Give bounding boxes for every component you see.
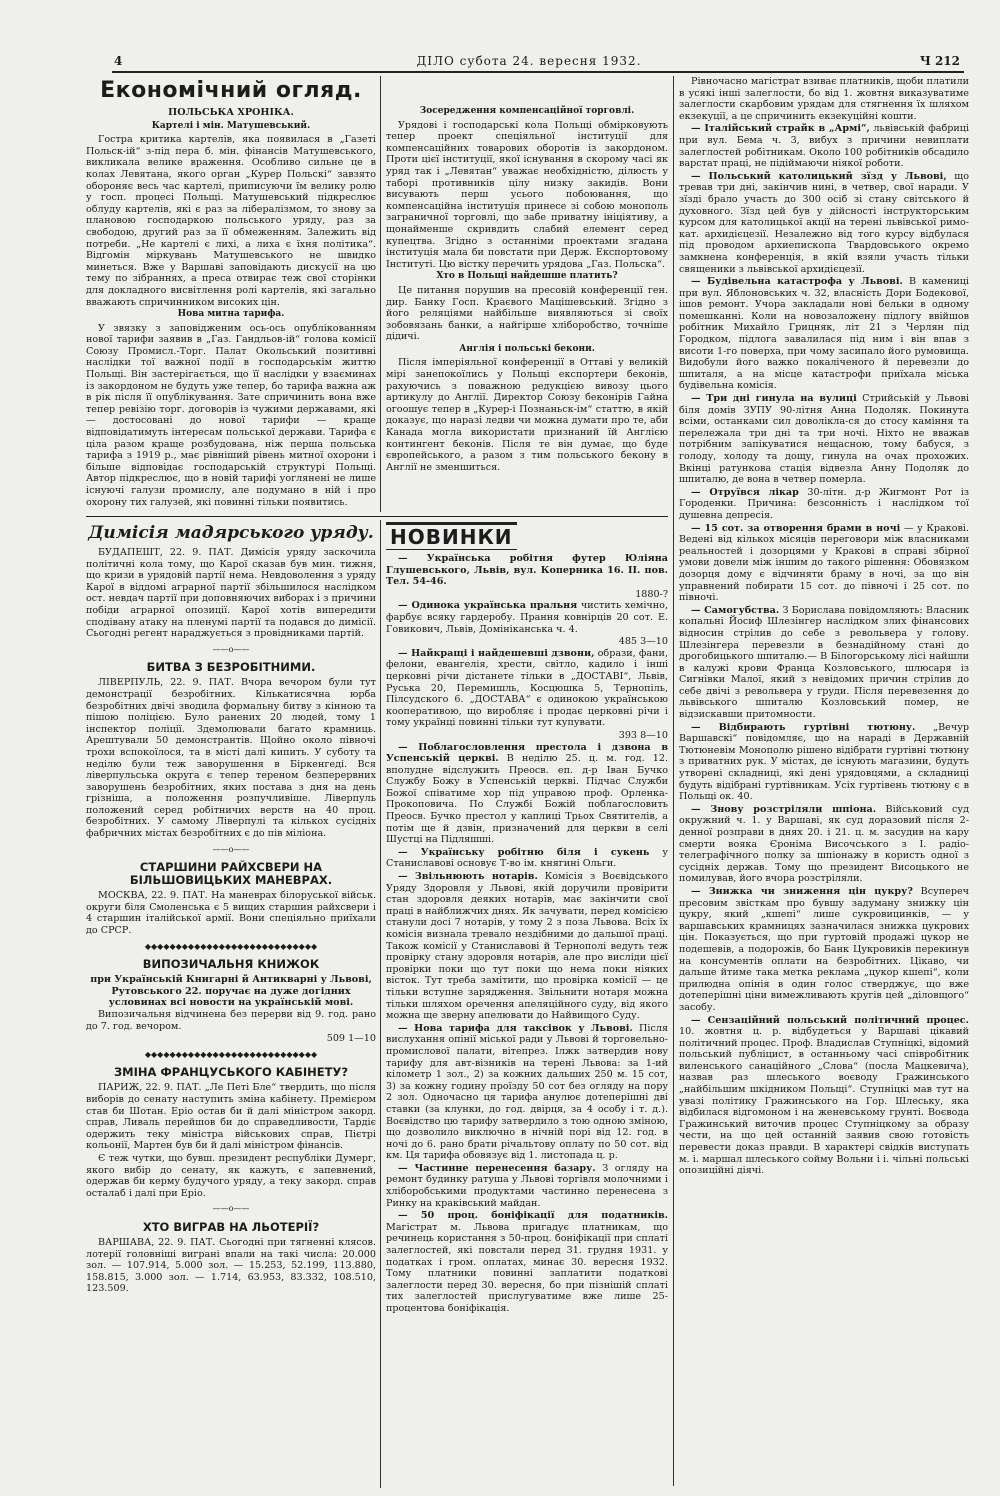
news-item bbox=[386, 553, 668, 588]
zmina-p1: ПАРИЖ, 22. 9. ПАТ. „Ле Петі Бле“ твердить, що після виборів до сенату наступить зміна кабінету. Премієром став би Шотан. Еріо остав би й далі міністром закорд. справ, Ливаль перейшов би до справедливости, Тардіє одержить теку міністра військових справ, Пієтрі кольонії, Мартен був би й далі міністром фінансів. bbox=[86, 1082, 376, 1152]
news-item-lead: — Сензаційний польський політичний процес. bbox=[691, 1014, 969, 1026]
news-item-lead: — Знову розстріляли шпіона. bbox=[691, 803, 877, 815]
starshyny-title: СТАРШИНИ РАЙХСВЕРИ НА БІЛЬШОВИЦЬКИХ МАНЕВРАХ. bbox=[129, 860, 333, 888]
news-item-text: — у Кракові. Ведені від кількох місяців переговори між власниками реальностей і дозорцями у Кракові в справі збірної умови довели між іншим до такого рішення: Обовязком дозорця дому є відчиняти браму в ночі, за що він управнений побирати 15 сот. до півночі і 25 сот. по півночі. bbox=[679, 522, 969, 604]
diamond-rule: ◆◆◆◆◆◆◆◆◆◆◆◆◆◆◆◆◆◆◆◆◆◆◆◆◆◆◆◆ bbox=[144, 1049, 318, 1059]
news-item-lead: — Нова тарифа для таксівок у Львові. bbox=[398, 1022, 633, 1034]
news-item bbox=[679, 523, 969, 604]
news-item-lead: — Відбирають гуртівні тютюну. bbox=[691, 721, 916, 733]
news-item-text: Рівночасно магістрат взиває платників, щоби платили в усякі інші залеглости, бо від 1. жовтня виказуватиме залеглости скарбовим урядам для стягнення їх шляхом екзекуції, а це спричинить екзекуційні кошти. bbox=[679, 76, 969, 122]
paragraph-who-pays: Це питання порушив на пресовій конференції ген. дир. Банку Госп. Краєвого Мацішевський. Згідно з його реляціями найбільше виявляються зі своїх зобовязань банки, а найгірше хліборобство, точніше дідичі. bbox=[386, 284, 668, 343]
masthead: ДІЛО субота 24. вересня 1932. bbox=[416, 54, 642, 68]
section-rule bbox=[86, 516, 668, 517]
zmina-title: ЗМІНА ФРАНЦУСЬКОГО КАБІНЕТУ? bbox=[113, 1065, 348, 1080]
news-item-lead: — Найкращі і найдешевші дзвони, bbox=[398, 647, 595, 659]
news-item bbox=[679, 171, 969, 275]
page-number: 4 bbox=[114, 54, 123, 68]
news-item-lead: — Поблагословлення престола і дзвона в Успенській церкві. bbox=[386, 741, 668, 765]
news-item-lead: — Знижка чи зниження цін цукру? bbox=[691, 885, 913, 897]
subheading-bacon: Англія і польські бекони. bbox=[459, 343, 595, 354]
news-item bbox=[679, 123, 969, 169]
news-item-lead: — 15 сот. за отворення брами в ночі bbox=[691, 522, 901, 534]
novynky-items bbox=[386, 553, 668, 1315]
novynky-col bbox=[386, 520, 668, 1488]
zmina-p2: Є теж чутки, що бувш. президент республіки Думерг, якого вибір до сенату, як кажуть, є запевнений, одержав би керму будучого уряду, а теку закорд. справ осталаб і далі при Еріо. bbox=[86, 1152, 376, 1199]
economic-review-col2 bbox=[386, 76, 668, 512]
news-item-lead: — Звільнюють нотарів. bbox=[398, 871, 538, 883]
starshyny-text: МОСКВА, 22. 9. ПАТ. На маневрах білоруської військ. округи біля Смоленська є 5 вищих старшин райхсвери і 4 старшин італійської армії. Вони спеціяльно приїхали до СРСР. bbox=[86, 890, 376, 937]
news-item bbox=[679, 605, 969, 721]
news-item bbox=[386, 648, 668, 729]
telegrams-col bbox=[86, 520, 376, 1488]
news-item-text: Магістрат м. Львова пригадує платникам, що речинець користання з 50-проц. боніфікації при сплаті залеглостей, які повстали перед 31. грудня 1931. у податках і гром. оплатах, минає 30. вересня 1932. Тому платники повинні заплатити податкові залеглости перед 30. вересня, бо при пізнішій сплаті тих залеглостей прислугуватиме вже лише 25-процентова боніфікація. bbox=[386, 1221, 668, 1314]
news-item-text: що тревав три дні, закінчив нині, в четвер, свої наради. У зїзді брало участь до 300 осіб зі стану світського й духовного. Зїзд цей був у дійсності інструкторським курсом для католицької акції на терені львівської римо-кат. архидієцезії. Незалежно від того курсу відбулася під проводом архиепископа Твардовського окремо замкнена конференція, в якій взяли участь тільки священики з львівської архидієцезії. bbox=[679, 170, 969, 275]
news-item-lead: — Частинне перенесення базару. bbox=[398, 1162, 596, 1174]
news-item-text: 10. жовтня ц. р. відбудеться у Варшаві цікавий політичний процес. Проф. Владислав Ступніцкі, відомий польський публіцист, в останньому часі співробітник виленського санаційного „Слова“ (посла Мацкевича), назвав раз шлеського воєводу Гражинського „найбільшим шкідником Польщі“. Ступніцкі мав тут на увазі політику Гражинського на Гор. Шлеську, яка відбилася відгомоном і на женевському грунті. Воєвода Гражинський виточив процес Ступніцкому за образу чести, на що цей останній заявив свою готовість перевести доказ правди. В характері свідків виступать м. і. маршал шлеського сойму Вольни і і. чільні польські опозиційні діячі. bbox=[679, 1026, 969, 1177]
news-item bbox=[679, 487, 969, 522]
paragraph-cartels: Гостра критика картелів, яка появилася в „Газеті Польск-ій“ з-під пера б. мін. фінансів Матушевського, викликала велике враження. Особливо сильне це в колах Левятана, якого орган „Курер Польскі“ завзято обороняє весь час картелі, приписуючи їм велику ролю у госп. процесі Польщі. Матушевський підкреслює облуду картелів, які є раз за лібералізмом, то знову за плановою господаркою польського уряду, раз за свободою, другий раз за її обмеженням. Залежить від потреби. „Не картелі є лихі, а лиха є їхня політика“. Відгомін міркувань Матушевського не швидко минеться. Вже у Варшаві заповідають дискусії на цю тему по зібраннях, а преса отвирає теж свої сторінки для докладного висвітлення ролі картелів, які загально вважають спричинником високих цін. bbox=[86, 134, 376, 308]
news-item-lead: — Польський католицький зїзд у Львові, bbox=[691, 170, 947, 182]
news-item bbox=[386, 1023, 668, 1162]
news-item bbox=[679, 722, 969, 803]
economic-title: Економічний огляд. bbox=[100, 78, 362, 103]
news-item-text: В камениці при вул. Яблоновських ч. 32, власність Дори Бодекової, ішов ремонт. Учора закладали нові бельки в одному помешканні. Коли на новозаложену підлогу ввійшов робітник Михайло Грицняк, літ 21 з Черлян під Городком, підлога завалилася під ним і він впав з висоти 1-го поверха, при чому засипало його румовища. Видобули його важко покаліченого й перевезли до шпиталя, а на місце катастрофи приїхала міська будівельна комісія. bbox=[679, 276, 969, 392]
dimisia-text: БУДАПЕШТ, 22. 9. ПАТ. Димісія уряду заскочила політичні кола тому, що Карої сказав був мин. тижня, що кризи в урядовій партії нема. Невдоволення з уряду Карої в віддомі аграрної партії збільшилося наслідком ост. невдач партії при доповняючих виборах і з причини побіди аграрної опозиції. Карої хотів випередити сподівану атаку на пленумі партії та подався до димісії. Сьогодні регент нараджується з провідниками партій. bbox=[86, 547, 376, 640]
subheading-tariff: Нова митна тарифа. bbox=[177, 309, 285, 320]
news-item bbox=[679, 886, 969, 1014]
ad-code: 1880-? bbox=[635, 588, 668, 600]
lottery-title: ХТО ВИГРАВ НА ЛЬОТЕРІЇ? bbox=[142, 1219, 320, 1234]
separator: ——o—— bbox=[212, 644, 250, 654]
news-item bbox=[679, 1015, 969, 1177]
news-items-right bbox=[679, 76, 969, 1177]
news-item-text: образи, фани, фелони, евангелія, хрести, світло, кадило і інші церковні річи дістанете тільки в „ДОСТАВІ“, Львів, Руська 20, Перемишль, Косцюшка 5, Тернопіль, Пілсудского 6. „ДОСТАВА“ є одинокою українською кооперативою, що виробляє і продає церковні річи і тому українці повинні тільки тут купувати. bbox=[386, 647, 668, 729]
news-item-text: львівській фабриці при вул. Бема ч. 3, вибух з причини невиплати залеглостей робітникам. Около 100 робітників обсадило варстат праці, не підіймаючи ніякої роботи. bbox=[679, 123, 969, 170]
subheading-compensation: Зосередження компенсаційної торговлі. bbox=[419, 106, 635, 116]
vypozych-text: Випозичальня відчинена без перерви від 9. год. рано до 7. год. вечором. bbox=[86, 1009, 376, 1032]
news-item-lead: — Українська робітня футер Юліяна Глушевського, Львів, вул. Коперника 16. II. пов. Тел. 54-46. bbox=[386, 553, 668, 588]
news-item-text: 30-літн. д-р Жигмонт Рот із Городенки. Причина: безсонність і наслідком тої душевна депресія. bbox=[679, 486, 969, 521]
subheading-who-pays: Хто в Польщі найдешше платить? bbox=[436, 271, 618, 282]
news-item bbox=[679, 76, 969, 122]
column-rule bbox=[673, 76, 674, 1486]
column-rule bbox=[380, 520, 381, 1488]
news-item-lead: — Три дні гинула на вулиці bbox=[691, 393, 857, 405]
column-rule bbox=[380, 76, 381, 512]
news-item-lead: — Отруївся лікар bbox=[691, 486, 799, 498]
news-item bbox=[386, 871, 668, 1022]
economic-review-col1 bbox=[86, 76, 376, 512]
news-item-lead: — Українську робітню біля і сукень bbox=[398, 846, 650, 858]
news-item-text: Військовий суд окружний ч. 1. у Варшаві, як суд доразовий після 2-денної розправи в днях 20. і 21. ц. м. засудив на кару смерти вояка Єроніма Височського з І. радіо-телеграфічного полку за шпіонажу в користь одної з сусідніх держав. Тому що президент Висоцького не помилував, його вчора розстріляли. bbox=[679, 803, 969, 885]
vypozych-bold: при Українській Книгарні й Антикварні у Львові, Рутовського 22. поручає на дуже догідних условинах всі новости на українській мові. bbox=[90, 974, 372, 1009]
diamond-rule: ◆◆◆◆◆◆◆◆◆◆◆◆◆◆◆◆◆◆◆◆◆◆◆◆◆◆◆◆ bbox=[144, 941, 318, 951]
bytva-title: БИТВА З БЕЗРОБІТНИМИ. bbox=[146, 660, 316, 675]
news-item-text: Стрийській у Львові біля домів ЗУПУ 90-літня Анна Подоляк. Покинута всіми, останками сил доволікла-ся до стосу каміння та перележала три дні та три ночі. Ніхто не вважав потрібним запікуватися нещасною, тому бабуся, з голоду, холоду та дощу, гинула на очах прохожих. Вкінці ратункова стація відвезла Анну Подоляк до шпиталю, де вона в четвер померла. bbox=[679, 393, 969, 486]
separator: ——o—— bbox=[212, 844, 250, 854]
news-item bbox=[386, 1163, 668, 1209]
news-item bbox=[386, 1210, 668, 1314]
news-item-text: чистить хемічно, фарбує всяку гардеробу. Прання ковнірців 20 сот. Е. Говикович, Львів, Домініканська ч. 4. bbox=[386, 600, 668, 635]
dimisia-title: Димісія мадярського уряду. bbox=[88, 523, 374, 543]
paragraph-bacon: Після імперіяльної конференції в Оттаві у великій мірі занепокоїлись у Польщі експортери беконів, рахуючись з поважною редукцією вивозу цього артикулу до Англії. Директор Союзу беконірів Гайна огоошує тепер в „Курер-і Познаньск-ім“ статтю, в якій доказує, що наразі ледви чи можна думати про те, аби Канада могла використати признаний їй Англією контингент беконів. Після те він думає, що буде європейського, а разом з тим польського бекону в Англії не зменшиться. bbox=[386, 357, 668, 473]
vypozych-code: 509 1—10 bbox=[326, 1033, 376, 1045]
news-item bbox=[386, 742, 668, 846]
news-item-text: Після вислухання опінії міської ради у Львові й торговельно-промислової палати, вітепрез. Ілжк затвердив нову тарифу для авт-візників на терені Львова: за 1-ий кілометр 1 зол., 2) за кожних дальших 250 м. 15 сот, 3) за кожну годину проїзду 50 сот без огляду на пору 2 зол. Одночасно ця тарифа анулює дотеперішні дві ставки (за клунки, до год. двірця, за 4 особу і т. д.). Воєвідство цю тарифу затвердило з тою одною зміною, що дозволило виключно в нічній порі від 12. год. в ночі до 6. рано брати річальтову оплату по 50 сот. від км. Ця тарифа обовязує від 1. листопада ц. р. bbox=[386, 1022, 668, 1162]
news-item-text: у Станиславові основує Т-во ім. княгині Ольги. bbox=[386, 846, 668, 870]
news-item-text: „Вечур Варшавскі“ повідомляє, що на нараді в Державній Тютюневім Монополю рішено відібрати гуртівні тютюну з приватних рук. У містах, де існують магазини, будуть утворені складниці, які дені урядовцями, а складниці будуть відібрані гуртівникам. Усіх гуртівень тютюну є в Польщі ок. 40. bbox=[679, 721, 969, 803]
news-item-text: Всупереч пресовим звісткам про бувшу задуману знижку цін цукру, який „кшепі“ лише сукровицинків, — у варшавських крамницях зазначилася знижка цукрових цін. Показується, що при гуртовій продажі цукор не подешевів, а подорожів, бо Банк Цукровиків перекинув на консументів оплати на безробітних. Цікаво, чи дальше йтиме така метка реклама „цукор кшепі“, коли прилюдна опінія в один голос стверджує, що вже дотеперішні ціни вимежливають кругів цей „діловщого“ засобу. bbox=[679, 885, 969, 1013]
news-item bbox=[679, 276, 969, 392]
news-item bbox=[679, 804, 969, 885]
section-heading: ПОЛЬСЬКА ХРОНІКА. bbox=[168, 107, 294, 118]
header-rule bbox=[112, 71, 964, 73]
bytva-text: ЛІВЕРПУЛЬ, 22. 9. ПАТ. Вчора вечором були тут демонстрації безробітних. Кількатисячна юрба безробітних двічі зводила формальну битву з кінною та пішою поліцією. Було ранених 20 людей, тому 1 інспектор поліції. Здемолювали багато крамниць. Арештували 50 демонстрантів. Щойно около півночі трохи вспокоїлося, та в місті далі кипить. У суботу та неділю були теж заворушення в Біркенгеді. Вся ліверпульська округа є тепер тереном безперервних заворушень безробітних, яких постава з дня на день грізніша, а положення розпучливіше. Ліверпуль положений серед робітничих верств на 40 проц. безробітних. У самому Ліверпулі та кількох сусідніх фабричних містах безробітних є до пів міліона. bbox=[86, 677, 376, 840]
subheading-cartels: Картелі і мін. Матушевський. bbox=[151, 120, 311, 131]
news-item-text: В неділю 25. ц. м. год. 12. вполудне відслужить Преосв. еп. д-р Іван Бучко Службу Божу в Успенській церкві. Підчас Служби Божої співатиме хор під управою проф. Орленка-Прокоповича. По Службі Божій поблагословить Преосв. Бучко престол у каплиці Трьох Святителів, а потім ще й дзвін, призначений для церкви в селі Шустці на Підляшші. bbox=[386, 753, 668, 846]
news-item-lead: — Будівельна катастрофа у Львові. bbox=[691, 276, 903, 288]
ad-code: 485 3—10 bbox=[618, 636, 668, 648]
paragraph-tariff: У звязку з заповідженим ось-ось опублікованням нової тарифи заявив в „Газ. Гандльов-ій“ голова комісії Союзу Промисл.-Торг. Палат Окольський позитивні наслідки тої важної події в господарськім життю Польщі. Він застерігається, що її наслідки у взаєминах із закордоном не будуть уже тепер, бо тарифа важна аж в рік після її опублікування. Зате спричинить вона вже тепер ревізію торг. договорів із чужими державами, які — достосовані до нової тарифи — краще відповідатимуть інтересам польської держави. Тарифа є ціла разом краще розбудована, ніж перша польська тарифа з 1919 р., має рівніший рівень митної охорони і більше відповідає господарській структурі Польщі. Автор підкреслює, що в новій тарифі уоглянені не лише існуючі галузи промислу, але подумано в ній і про охорону тих галузей, які повинні тільки появитись. bbox=[86, 322, 376, 508]
ad-code: 393 8—10 bbox=[618, 729, 668, 741]
news-item-lead: — 50 проц. боніфікації для податників. bbox=[398, 1210, 668, 1222]
issue-number: Ч 212 bbox=[919, 54, 960, 68]
novynky-title: НОВИНКИ bbox=[386, 522, 517, 550]
news-item-text: З огляду на ремонт будинку ратуша у Львові торгівля молочними і хліборобськими продуктами частинно перенесена з Ринку на краківський майдан. bbox=[386, 1162, 668, 1209]
page-header bbox=[86, 54, 972, 70]
news-item-lead: — Одинока українська пральня bbox=[398, 600, 578, 612]
lottery-text: ВАРШАВА, 22. 9. ПАТ. Сьогодні при тягненні клясов. лотерії головніші виграні впали на такі числа: 20.000 зол. — 107.914, 5.000 зол. — 15.253, 52.199, 113.880, 158.815, 3.000 зол. — 1.714, 63.953, 83.332, 108.510, 123.509. bbox=[86, 1236, 376, 1295]
news-item-text: З Борислава повідомляють: Власник копальні Йосиф Шлезінгер наслідком злих фінансових відносин стрілив до себе з револьвера у голову. Шлезінгера перевезли в безнадійному стані до дрогобицького шпиталю.— В Білогорському лісі найшли в калужі крови Франца Козловського, шлюсаря із Сигнівки Малої, який з невідомих причин стрілив до себе двічі з револьвера у груди. Після перевезення до львівського шпиталю Козловський помер, не відзискавши притомности. bbox=[679, 604, 969, 721]
news-item-lead: — Самогубства. bbox=[691, 604, 780, 616]
news-item bbox=[386, 600, 668, 635]
news-item-lead: — Італійський страйк в „Армі“, bbox=[691, 123, 870, 135]
separator: ——o—— bbox=[212, 1204, 250, 1214]
news-item-text: Комісія з Воєвідського Уряду Здоровля у Львові, якій доручили провірити стан здоровля деяких нотарів, має закінчити свої праці в найближчих днях. Як зачувати, перед комісією станули досі 7 нотарів, у тому 2 з поза Львова. Всіх їх комісія визнала тревало нездібними до дальшої праці. Також комісії у Станиславові й Тернополі ведуть теж провірку стану здоровля нотарів, але про висліди цієї провірки поки що тут поки що нема поки ніяких вісток. Тут треба замітити, що провірка комісії — це тільки вступне зарядження. Звільнити нотаря можна тільки шляхом оречення апеляційного суду, від якого можна ще зверну апелювати до Найвищого Суду. bbox=[386, 871, 668, 1022]
paragraph-compensation: Урядові і господарські кола Польщі обмірковують тепер проект спеціяльної інституції для компенсаційних товарових оборотів із закордоном. Проти цієї інституції, якої існування в скорому часі як уряд так і „Левятан“ уважає необхідністю, ділюсть у таборі противників цілу низку закидів. Вони висувають перш усього побоювання, що компенсаційна інституція принесе зі собою монополь заграничної торговлі, що забе приватну ініціятиву, а щонайменше скривдить слабий елемент серед купецтва. Згідно з останніми проектами згадана інституція мала би повстати при Держ. Експортовому Інституті. Цю вістку перечить урядова „Газ. Польска“. bbox=[386, 119, 668, 270]
news-item bbox=[679, 393, 969, 486]
news-item bbox=[386, 847, 668, 870]
news-col3 bbox=[679, 76, 969, 1488]
vypozych-title: ВИПОЗИЧАЛЬНЯ КНИЖОК bbox=[142, 957, 320, 972]
